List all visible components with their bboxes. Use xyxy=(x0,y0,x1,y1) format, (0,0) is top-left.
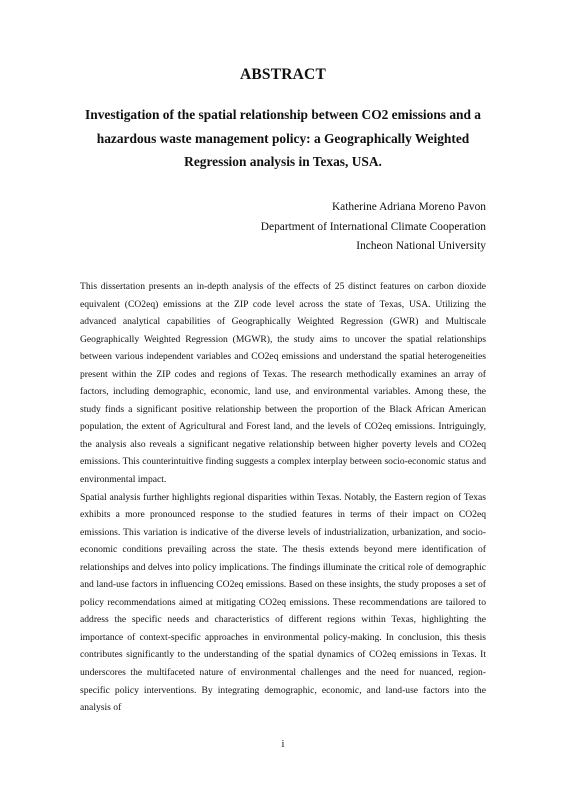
thesis-title: Investigation of the spatial relationship between CO2 emissions and a hazardous waste management policy: a Geographically Weighted Regression analysis in Texas, USA. xyxy=(85,107,481,169)
author-university: Incheon National University xyxy=(356,240,486,252)
author-department: Department of International Climate Cooperation xyxy=(260,220,486,233)
abstract-heading: ABSTRACT xyxy=(239,66,326,83)
page-number: i xyxy=(281,739,285,750)
abstract-paragraph: This dissertation presents an in-depth analysis of the effects of 25 distinct features on carbon dioxide equivalent (CO2eq) emissions at the ZIP code level across the state of Texas, USA. Utilizing the advanced analytical capabilities of Geographically Weighted Regression (GWR) and Multiscale Geographically Weighted Regression (MGWR), the study aims to uncover the spatial relationships between various independent variables and CO2eq emissions and understand the spatial heterogeneities present within the ZIP codes and regions of Texas. The research methodically examines an array of factors, including demographic, economic, land use, and environmental variables. Among these, the study finds a significant positive relationship between the proportion of the Black African American population, the extent of Agricultural and Forest land, and the levels of CO2eq emissions. Intriguingly, the analysis also reveals a significant negative relationship between higher poverty levels and CO2eq emissions. This counterintuitive finding suggests a complex interplay between socio-economic status and environmental impact. xyxy=(80,281,486,486)
author-block xyxy=(261,198,486,257)
author-name: Katherine Adriana Moreno Pavon xyxy=(331,201,486,213)
abstract-body xyxy=(80,278,486,717)
abstract-paragraph: Spatial analysis further highlights regional disparities within Texas. Notably, the Eastern region of Texas exhibits a more pronounced response to the studied features in terms of their impact on CO2eq emissions. This variation is indicative of the diverse levels of industrialization, urbanization, and socio-economic conditions prevailing across the state. The thesis extends beyond mere identification of relationships and delves into policy implications. The findings illuminate the critical role of demographic and land-use factors in influencing CO2eq emissions. Based on these insights, the study proposes a set of policy recommendations aimed at mitigating CO2eq emissions. These recommendations are tailored to address the specific needs and characteristics of different regions within Texas, highlighting the importance of context-specific approaches in environmental policy-making. In conclusion, this thesis contributes significantly to the understanding of the spatial dynamics of CO2eq emissions in Texas. It underscores the multifaceted nature of environmental challenges and the need for nuanced, region-specific policy interventions. By integrating demographic, economic, and land-use factors into the analysis of xyxy=(80,491,486,714)
